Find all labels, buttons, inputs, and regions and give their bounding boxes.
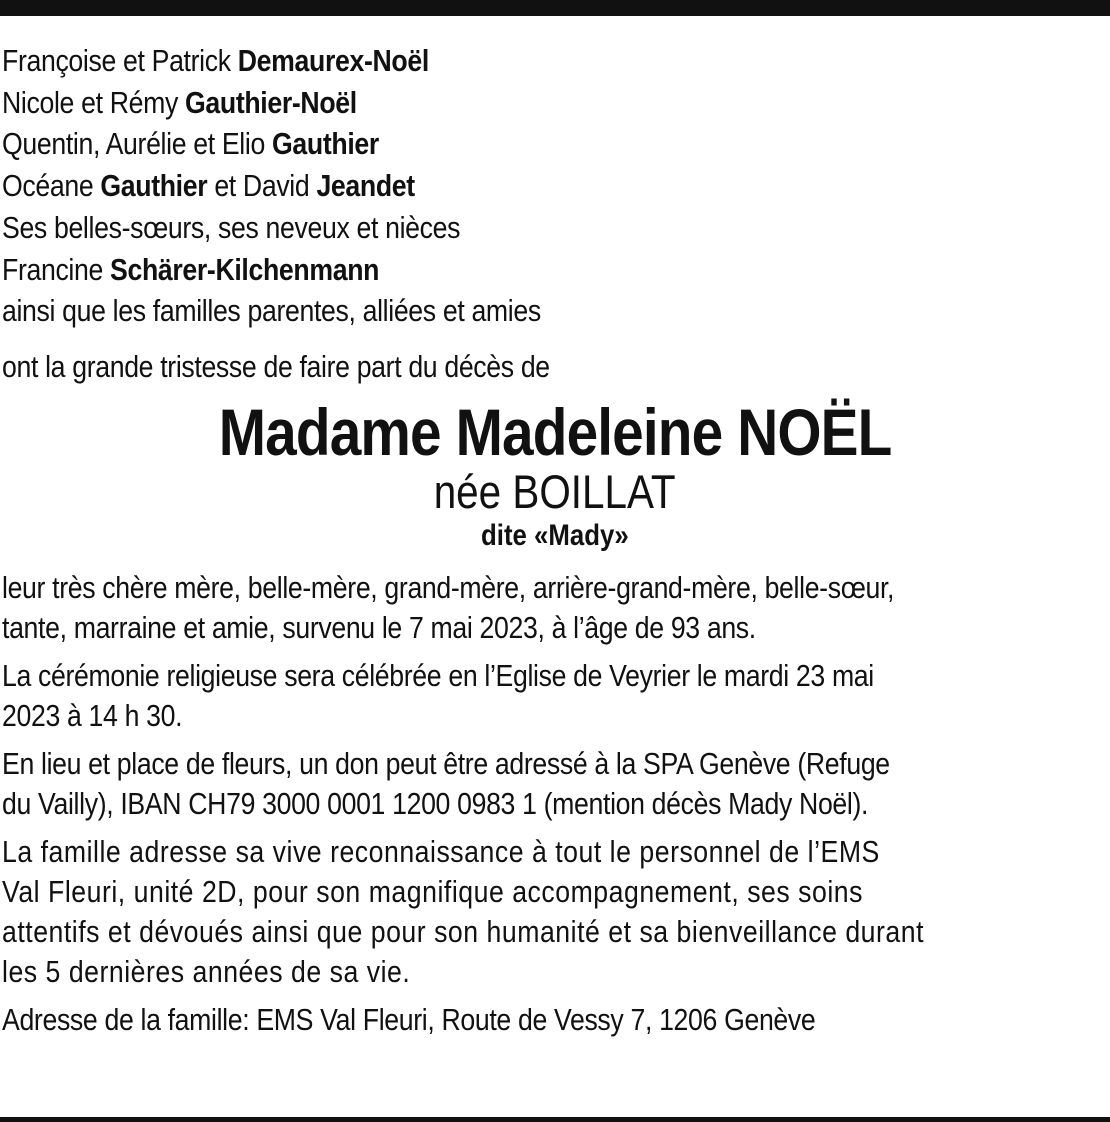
- nickname: dite «Mady»: [481, 518, 629, 552]
- paragraph-line: La cérémonie religieuse sera célébrée en l’Eglise de Veyrier le mardi 23 mai: [2, 657, 874, 693]
- paragraph-line: Adresse de la famille: EMS Val Fleuri, Route de Vessy 7, 1206 Genève: [2, 1001, 816, 1037]
- top-rule: [0, 0, 1110, 16]
- ceremony-paragraph: [2, 656, 1108, 736]
- maiden-name: née BOILLAT: [434, 464, 676, 518]
- paragraph-line: du Vailly), IBAN CH79 3000 0001 1200 0983 1 (mention décès Mady Noël).: [2, 785, 869, 821]
- mourner-line: Océane Gauthier et David Jeandet: [2, 168, 415, 204]
- paragraph-line: Val Fleuri, unité 2D, pour son magnifique accompagnement, ses soins: [2, 873, 863, 909]
- paragraph-line: attentifs et dévoués ainsi que pour son humanité et sa bienveillance durant: [2, 913, 925, 949]
- paragraph-line: La famille adresse sa vive reconnaissance à tout le personnel de l’EMS: [2, 833, 880, 869]
- mourners-list: [2, 40, 1108, 332]
- obituary-notice: [2, 40, 1108, 1040]
- donation-paragraph: [2, 744, 1108, 824]
- paragraph-line: 2023 à 14 h 30.: [2, 697, 183, 733]
- mourner-line: ainsi que les familles parentes, alliées et amies: [2, 293, 541, 329]
- relationship-paragraph: [2, 568, 1108, 648]
- mourner-line: Ses belles-sœurs, ses neveux et nièces: [2, 209, 461, 245]
- paragraph-line: En lieu et place de fleurs, un don peut être adressé à la SPA Genève (Refuge: [2, 745, 890, 781]
- family-address-paragraph: [2, 1000, 1108, 1040]
- announcement-intro: ont la grande tristesse de faire part du décès de: [2, 348, 550, 384]
- deceased-block: [2, 396, 1108, 556]
- thanks-paragraph: [2, 832, 1108, 992]
- paragraph-line: leur très chère mère, belle-mère, grand-mère, arrière-grand-mère, belle-sœur,: [2, 569, 895, 605]
- mourner-line: Nicole et Rémy Gauthier-Noël: [2, 84, 357, 120]
- mourner-line: Françoise et Patrick Demaurex-Noël: [2, 43, 429, 78]
- paragraph-line: tante, marraine et amie, survenu le 7 mai 2023, à l’âge de 93 ans.: [2, 609, 756, 645]
- mourner-line: Quentin, Aurélie et Elio Gauthier: [2, 126, 379, 162]
- deceased-name: Madame Madeleine NOËL: [218, 394, 892, 469]
- mourner-line: Francine Schärer-Kilchenmann: [2, 251, 380, 287]
- paragraph-line: les 5 dernières années de sa vie.: [2, 953, 411, 989]
- bottom-rule: [0, 1117, 1110, 1122]
